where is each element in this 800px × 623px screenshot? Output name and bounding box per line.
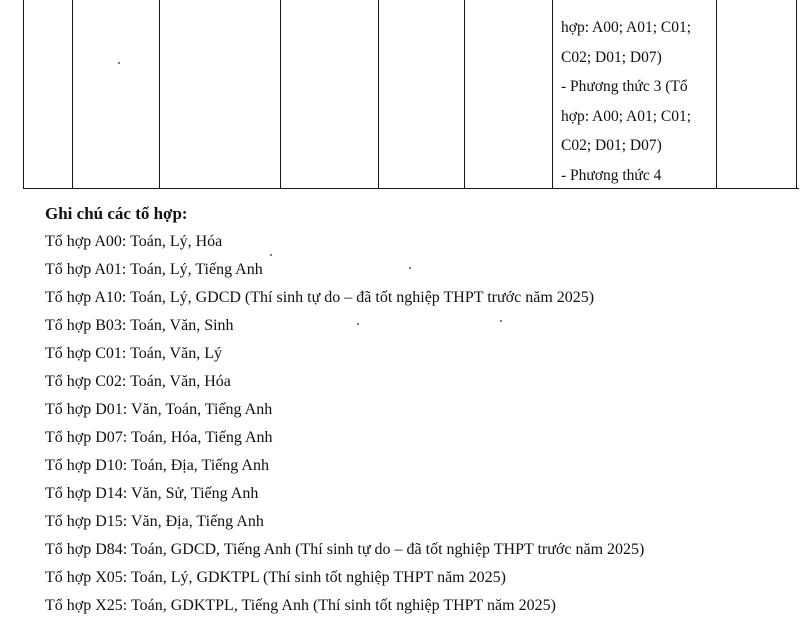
cell-line: hợp: A00; A01; C01; bbox=[561, 107, 692, 125]
subject-combination-notes bbox=[45, 200, 785, 620]
cell-line: - Phương thức 4 bbox=[561, 166, 662, 184]
combination-line: Tổ hợp C01: Toán, Văn, Lý bbox=[45, 345, 222, 362]
cell-line: - Phương thức 3 (Tổ bbox=[561, 78, 688, 95]
table-border-left bbox=[23, 0, 24, 189]
combination-line: Tổ hợp A10: Toán, Lý, GDCD (Thí sinh tự do – đã tốt nghiệp THPT trước năm 2025) bbox=[45, 289, 595, 306]
table-column-divider bbox=[159, 0, 160, 189]
cell-line: hợp: A00; A01; C01; bbox=[561, 19, 692, 36]
scan-speck bbox=[500, 320, 502, 322]
combination-line: Tổ hợp D15: Văn, Địa, Tiếng Anh bbox=[45, 513, 264, 530]
combination-line: Tổ hợp D10: Toán, Địa, Tiếng Anh bbox=[45, 457, 269, 474]
table-column-divider bbox=[72, 0, 73, 189]
admission-method-cell bbox=[561, 13, 711, 190]
combination-line: Tổ hợp C02: Toán, Văn, Hóa bbox=[45, 373, 231, 390]
cell-line: C02; D01; D07) bbox=[561, 48, 662, 66]
table-column-divider bbox=[464, 0, 465, 189]
combination-line: Tổ hợp D14: Văn, Sử, Tiếng Anh bbox=[45, 485, 259, 502]
combination-line: Tổ hợp D84: Toán, GDCD, Tiếng Anh (Thí sinh tự do – đã tốt nghiệp THPT trước năm 2025) bbox=[45, 541, 645, 558]
table-column-divider bbox=[716, 0, 717, 189]
notes-title: Ghi chú các tổ hợp: bbox=[45, 204, 188, 223]
table-column-divider bbox=[280, 0, 281, 189]
combination-line: Tổ hợp D01: Văn, Toán, Tiếng Anh bbox=[45, 401, 273, 418]
combination-line: Tổ hợp A01: Toán, Lý, Tiếng Anh bbox=[45, 261, 263, 278]
combination-line: Tổ hợp A00: Toán, Lý, Hóa bbox=[45, 233, 223, 250]
combination-line: Tổ hợp X05: Toán, Lý, GDKTPL (Thí sinh tốt nghiệp THPT năm 2025) bbox=[45, 569, 506, 586]
scan-speck bbox=[270, 254, 272, 256]
combination-line: Tổ hợp X25: Toán, GDKTPL, Tiếng Anh (Thí sinh tốt nghiệp THPT năm 2025) bbox=[45, 597, 556, 614]
table-column-divider bbox=[378, 0, 379, 189]
scan-speck bbox=[357, 323, 359, 325]
scan-speck bbox=[118, 62, 120, 64]
combination-line: Tổ hợp B03: Toán, Văn, Sinh bbox=[45, 317, 234, 334]
cell-line: C02; D01; D07) bbox=[561, 137, 662, 154]
table-border-right bbox=[796, 0, 797, 189]
scan-speck bbox=[409, 267, 411, 269]
combination-line: Tổ hợp D07: Toán, Hóa, Tiếng Anh bbox=[45, 429, 273, 446]
table-column-divider bbox=[552, 0, 553, 189]
